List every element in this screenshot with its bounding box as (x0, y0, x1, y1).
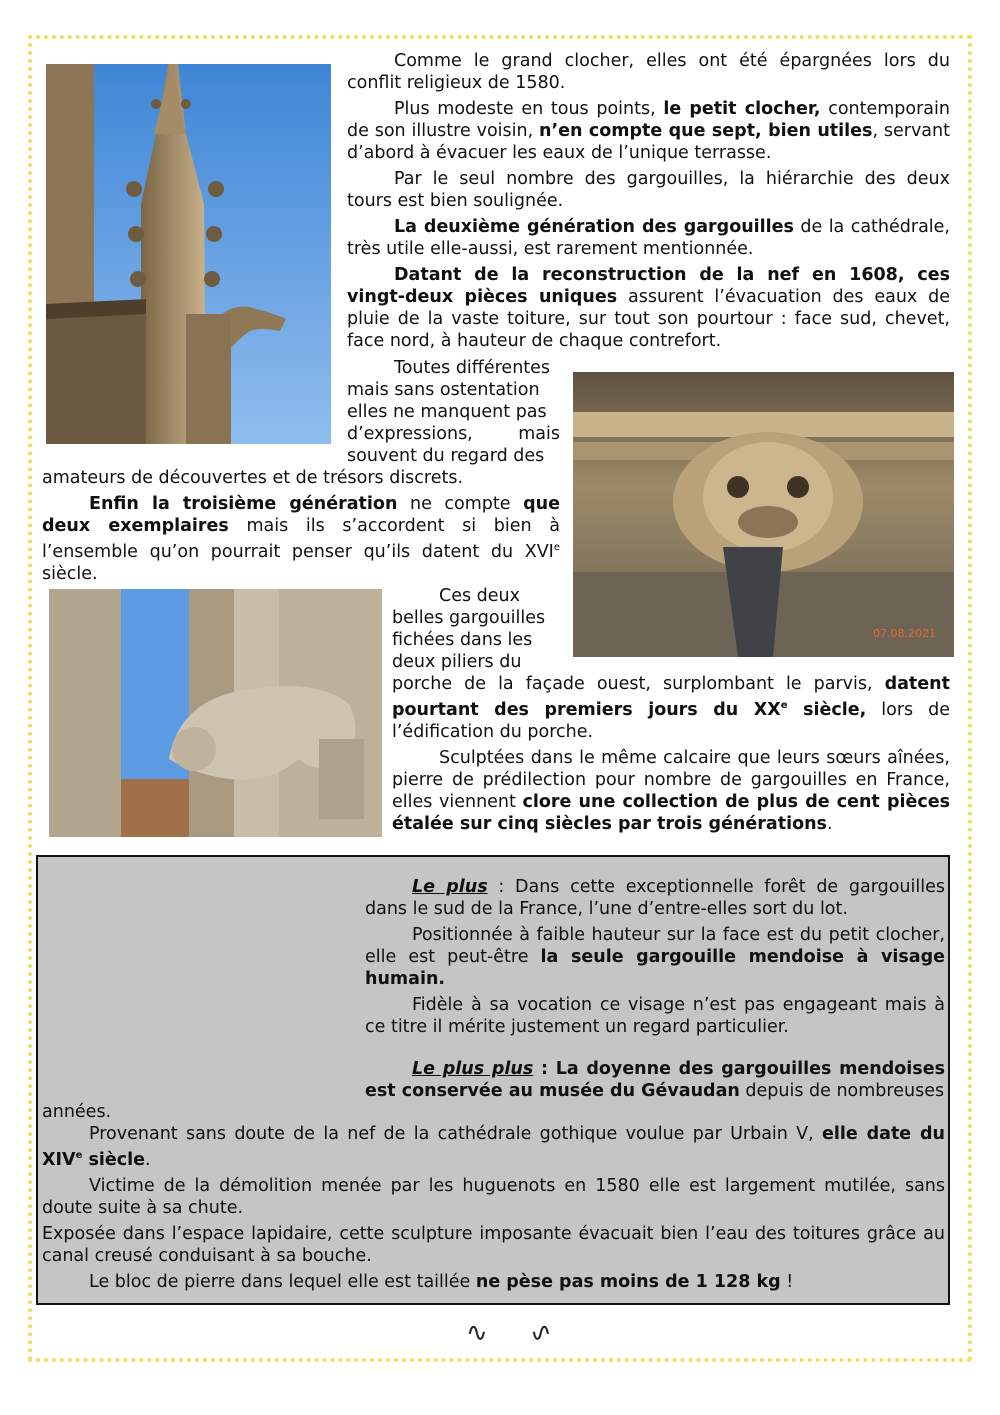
text-line: belles gargouilles (392, 608, 546, 628)
text-line: souvent du regard des (347, 446, 545, 466)
text-block-top (347, 50, 950, 356)
photo-porch-gargoyle (49, 589, 382, 837)
text-line: elles ne manquent pas (347, 402, 547, 422)
paragraph: Datant de la reconstruction de la nef en 1608, ces vingt-deux pièces uniques assurent l’évacuation des eaux de pluie de la vaste toiture, sur tout son pourtour : face sud, chevet, face nord, à hauteur de chaque contrefort. (347, 265, 950, 351)
paragraph: Provenant sans doute de la nef de la cathédrale gothique voulue par Urbain V, elle date du XIVe siècle. (42, 1124, 945, 1170)
paragraph: Sculptées dans le même calcaire que leurs sœurs aînées, pierre de prédilection pour nombre de gargouilles en France, elles viennent clore une collection de plus de cent pièces étalée sur cinq siècles par trois générations. (392, 747, 950, 834)
paragraph: Le bloc de pierre dans lequel elle est taillée ne pèse pas moins de 1 128 kg ! (89, 1271, 794, 1292)
callout-text-full (42, 1101, 945, 1297)
paragraph: porche de la façade ouest, surplombant le parvis, datent pourtant des premiers jours du XXe siècle, lors de l’édification du porche. (392, 674, 950, 742)
paragraph: Positionnée à faible hauteur sur la face est du petit clocher, elle est peut-être la seule gargouille mendoise à visage humain. (365, 925, 945, 989)
text-block-lower-narrow (392, 585, 560, 673)
text-line: fichées dans les (392, 630, 533, 650)
text-block-middle-wide (42, 467, 560, 589)
paragraph: Exposée dans l’espace lapidaire, cette sculpture imposante évacuait bien l’eau des toitures grâce au canal creusé conduisant à sa bouche. (42, 1223, 945, 1266)
photo-date-stamp: 07.08.2021 (873, 627, 936, 640)
callout-text-right (365, 876, 945, 1106)
text-line: amateurs de découvertes et de trésors discrets. (42, 468, 464, 488)
paragraph: Par le seul nombre des gargouilles, la hiérarchie des deux tours est bien soulignée. (347, 169, 950, 211)
paragraph: Le plus : Dans cette exceptionnelle forêt de gargouilles dans le sud de la France, l’une d’entre-elles sort du lot. (365, 877, 945, 919)
photo-bell-tower-pinnacle (46, 64, 331, 444)
paragraph: Victime de la démolition menée par les huguenots en 1580 elle est largement mutilée, sans doute suite à sa chute. (42, 1175, 945, 1218)
paragraph: La deuxième génération des gargouilles de la cathédrale, très utile elle-aussi, est rarement mentionnée. (347, 217, 950, 259)
paragraph: Le plus plus : La doyenne des gargouilles mendoises est conservée au musée du Gévaudan depuis de nombreuses (365, 1059, 945, 1101)
text-line: années. (42, 1102, 112, 1122)
text-line: Toutes différentes (394, 358, 551, 378)
ornament-left-icon: ∿ (466, 1318, 488, 1348)
ornament-right-icon: ∿ (530, 1318, 552, 1348)
paragraph: Enfin la troisième génération ne compte que deux exemplaires mais ils s’accordent si bien à l’ensemble qu’on pourrait penser qu’ils datent du XVIe siècle. (42, 494, 560, 584)
text-block-lower-wide (392, 673, 950, 839)
paragraph: Comme le grand clocher, elles ont été épargnées lors du conflit religieux de 1580. (347, 51, 950, 93)
text-line: mais sans ostentation (347, 380, 540, 400)
text-line: Ces deux (439, 586, 520, 606)
photo-gargoyle-face (573, 372, 954, 657)
text-line: d’expressions, mais (347, 424, 560, 444)
paragraph: Fidèle à sa vocation ce visage n’est pas engageant mais à ce titre il mérite justement un regard particulier. (365, 995, 945, 1037)
text-line: deux piliers du (392, 652, 522, 672)
text-block-middle-narrow (347, 357, 560, 467)
paragraph: Plus modeste en tous points, le petit clocher, contemporain de son illustre voisin, n’en compte que sept, bien utiles, servant d’abord à évacuer les eaux de l’unique terrasse. (347, 99, 950, 163)
